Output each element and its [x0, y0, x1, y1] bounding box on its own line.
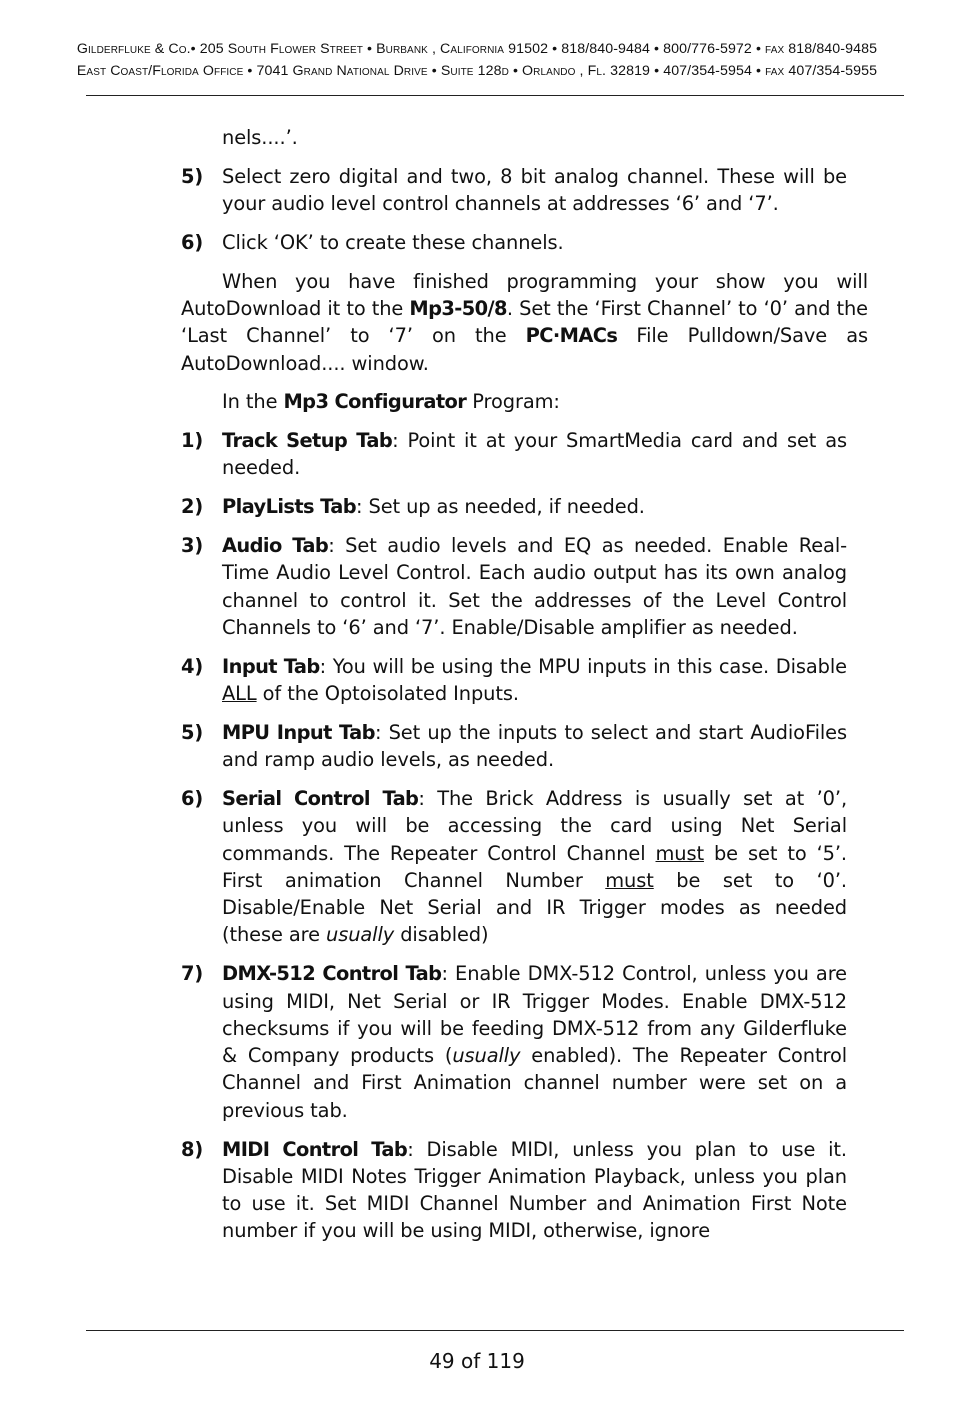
- underlined-text: must: [655, 841, 704, 865]
- item-desc: be set to ‘5’. First animation Channel Number: [222, 841, 847, 892]
- item-desc: : Point it at your SmartMedia card and set as needed.: [222, 429, 847, 480]
- item-number: 6): [181, 230, 204, 254]
- letterhead-line-1: Gilderfluke & Co.• 205 South Flower Street • Burbank , California 91502 • 818/840-9484 • 800/776-5972 • fax 818/840-9485: [76, 41, 878, 57]
- tab-name: MIDI Control Tab: [222, 1137, 408, 1161]
- tab-name: PlayLists Tab: [222, 495, 356, 519]
- para-text: Program:: [466, 390, 560, 414]
- item-text: Click ‘OK’ to create these channels.: [222, 230, 564, 254]
- paragraph-autodownload: [181, 268, 868, 377]
- item-number: 5): [181, 164, 204, 188]
- item-text: [222, 493, 847, 520]
- list-item: [181, 229, 868, 256]
- item-number: 1): [181, 429, 204, 453]
- letterhead-line-2: East Coast/Florida Office • 7041 Grand National Drive • Suite 128d • Orlando , Fl. 32819 • 407/354-5954 • fax 407/354-5955: [76, 63, 878, 79]
- item-number: 2): [181, 495, 204, 519]
- item-number: 3): [181, 534, 204, 558]
- tab-name: DMX-512 Control Tab: [222, 962, 442, 986]
- program-name: Mp3 Configurator: [283, 390, 467, 414]
- para-text: . Set the ‘First Channel’ to ‘0’ and the ‘Last Channel’ to ‘7’ on the: [181, 296, 868, 348]
- item-text: [222, 960, 847, 1124]
- list-item-playlists: [181, 493, 868, 520]
- item-text: [222, 532, 847, 641]
- list-item-dmx-control: [181, 960, 868, 1124]
- product-name: PC·MACs: [525, 324, 618, 348]
- item-desc: enabled). The Repeater Control Channel and First Animation channel number were set on a previous tab.: [222, 1044, 847, 1122]
- item-text: Select zero digital and two, 8 bit analog channel. These will be your audio level control channels at addresses ‘6’ and ‘7’.: [222, 164, 847, 216]
- item-number: 8): [181, 1137, 204, 1161]
- list-item-midi-control: [181, 1136, 868, 1245]
- para-text: File Pulldown/Save as AutoDownload.... window.: [181, 324, 869, 375]
- underlined-text: must: [605, 868, 654, 892]
- item-desc: : Set audio levels and EQ as needed. Enable Real-Time Audio Level Control. Each audio output has its own analog channel to control it. Set the addresses of the Level Control Channels to ‘6’ and ‘7’. Enable/Disable amplifier as needed.: [222, 534, 847, 639]
- italic-text: usually: [452, 1044, 521, 1068]
- list-item-audio: [181, 532, 868, 641]
- item-number: 4): [181, 654, 204, 678]
- item-desc: : You will be using the MPU inputs in this case. Disable: [319, 654, 847, 678]
- italic-text: usually: [326, 923, 395, 947]
- page-number: 49 of 119: [429, 1349, 525, 1373]
- carryover-text: nels....’.: [222, 126, 298, 149]
- product-name: Mp3-50/8: [409, 296, 507, 320]
- page-body: [181, 124, 868, 1256]
- item-text: [222, 427, 847, 482]
- para-text: When you have finished programming your show you will AutoDownload it to the: [181, 269, 868, 320]
- item-text: [222, 653, 847, 708]
- tab-name: MPU Input Tab: [222, 720, 375, 744]
- list-item-mpu-input: [181, 719, 868, 774]
- item-desc: : The Brick Address is usually set at ’0’, unless you will be accessing the card using Net Serial commands. The Repeater Control Channel: [222, 786, 848, 865]
- list-item-serial-control: [181, 785, 868, 949]
- item-number: 7): [181, 962, 204, 986]
- item-desc: : Set up the inputs to select and start AudioFiles and ramp audio levels, as needed.: [222, 720, 847, 772]
- list-item-track-setup: [181, 427, 868, 482]
- item-desc: : Disable MIDI, unless you plan to use it. Disable MIDI Notes Trigger Animation Playback, unless you plan to use it. Set MIDI Channel Number and Animation First Note number if you will be using MIDI, otherwise, ignore: [222, 1137, 847, 1243]
- tab-name: Input Tab: [222, 654, 320, 678]
- para-text: In the: [222, 390, 284, 414]
- item-desc: disabled): [394, 923, 489, 947]
- header-rule: [86, 95, 904, 96]
- item-desc: : Set up as needed, if needed.: [355, 495, 645, 519]
- item-number: 5): [181, 720, 204, 744]
- item-desc: : Enable DMX-512 Control, unless you are using MIDI, Net Serial or IR Trigger Modes. Enable DMX-512 checksums if you will be feeding DMX-512 from any Gilderfluke & Company products (: [222, 962, 847, 1068]
- item-number: 6): [181, 786, 204, 810]
- item-desc: of the Optoisolated Inputs.: [256, 682, 519, 706]
- paragraph-configurator: [181, 388, 868, 415]
- underlined-text: ALL: [222, 682, 257, 706]
- list-item-input: [181, 653, 868, 708]
- tab-name: Serial Control Tab: [222, 786, 419, 810]
- tab-name: Track Setup Tab: [222, 429, 393, 453]
- footer-rule: [86, 1330, 904, 1331]
- letterhead: [0, 38, 954, 82]
- item-text: [222, 719, 847, 774]
- item-text: [222, 785, 847, 949]
- tab-name: Audio Tab: [222, 534, 329, 558]
- list-item: [181, 163, 868, 218]
- item-text: [222, 1136, 847, 1245]
- item-desc: be set to ‘0’. Disable/Enable Net Serial and IR Trigger modes as needed (these are: [222, 868, 847, 947]
